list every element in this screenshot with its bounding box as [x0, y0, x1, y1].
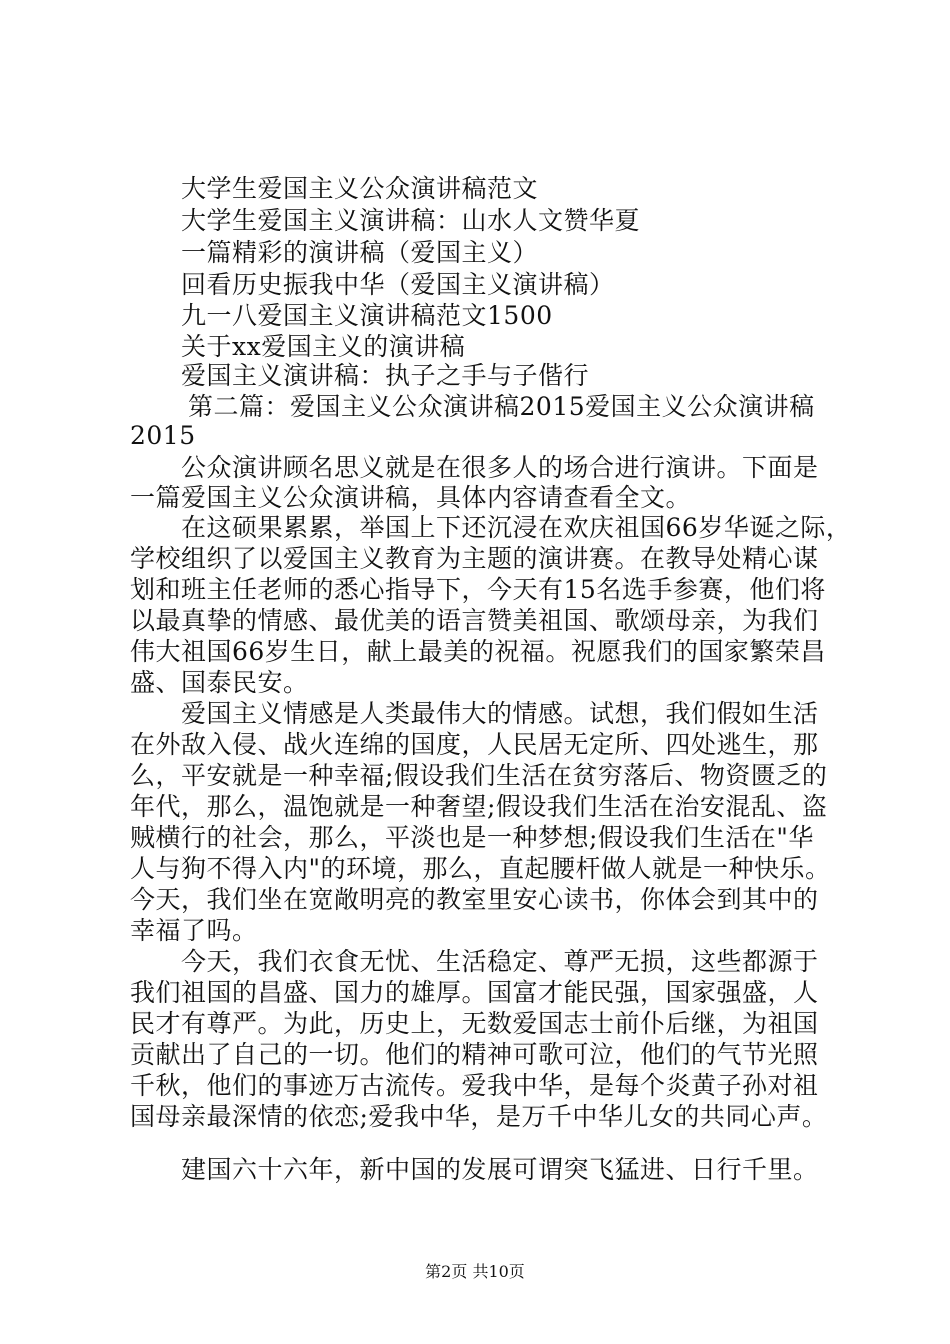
text-line: 爱国主义演讲稿：执子之手与子偕行	[181, 361, 590, 390]
paragraph-line: 建国六十六年，新中国的发展可谓突飞猛进、日行千里。	[181, 1155, 819, 1184]
text-line: 一篇精彩的演讲稿（爱国主义）	[181, 238, 539, 267]
paragraph-line: 国母亲最深情的依恋;爱我中华，是万千中华儿女的共同心声。	[130, 1102, 828, 1131]
paragraph-line: 在这硕果累累，举国上下还沉浸在欢庆祖国66岁华诞之际，	[181, 513, 852, 542]
paragraph-line: 划和班主任老师的悉心指导下，今天有15名选手参赛，他们将	[130, 575, 826, 604]
section-heading: 第二篇：爱国主义公众演讲稿2015爱国主义公众演讲稿	[188, 392, 815, 421]
paragraph-line: 我们祖国的昌盛、国力的雄厚。国富才能民强，国家强盛，人	[130, 978, 819, 1007]
paragraph-line: 公众演讲顾名思义就是在很多人的场合进行演讲。下面是	[181, 453, 819, 482]
text-line: 回看历史振我中华（爱国主义演讲稿）	[181, 270, 615, 299]
section-heading-cont: 2015	[130, 421, 196, 450]
paragraph-line: 么，平安就是一种幸福;假设我们生活在贫穷落后、物资匮乏的	[130, 761, 828, 790]
paragraph-line: 以最真挚的情感、最优美的语言赞美祖国、歌颂母亲，为我们	[130, 606, 819, 635]
paragraph-line: 人与狗不得入内"的环境，那么，直起腰杆做人就是一种快乐。	[130, 854, 831, 883]
paragraph-line: 今天，我们坐在宽敞明亮的教室里安心读书，你体会到其中的	[130, 885, 819, 914]
page-footer: 第2页 共10页	[425, 1262, 525, 1281]
text-line: 关于xx爱国主义的演讲稿	[181, 332, 466, 361]
paragraph-line: 年代，那么，温饱就是一种奢望;假设我们生活在治安混乱、盗	[130, 792, 828, 821]
paragraph-line: 一篇爱国主义公众演讲稿，具体内容请查看全文。	[130, 483, 692, 512]
paragraph-line: 盛、国泰民安。	[130, 668, 309, 697]
paragraph-line: 贼横行的社会，那么，平淡也是一种梦想;假设我们生活在"华	[130, 823, 814, 852]
text-line: 大学生爱国主义公众演讲稿范文	[181, 174, 539, 203]
text-line: 九一八爱国主义演讲稿范文1500	[181, 301, 553, 330]
paragraph-line: 伟大祖国66岁生日，献上最美的祝福。祝愿我们的国家繁荣昌	[130, 637, 826, 666]
paragraph-line: 今天，我们衣食无忧、生活稳定、尊严无损，这些都源于	[181, 947, 819, 976]
paragraph-line: 千秋，他们的事迹万古流传。爱我中华，是每个炎黄子孙对祖	[130, 1071, 819, 1100]
paragraph-line: 贡献出了自己的一切。他们的精神可歌可泣，他们的气节光照	[130, 1040, 819, 1069]
paragraph-line: 爱国主义情感是人类最伟大的情感。试想，我们假如生活	[181, 699, 819, 728]
paragraph-line: 在外敌入侵、战火连绵的国度，人民居无定所、四处逃生，那	[130, 730, 819, 759]
paragraph-line: 民才有尊严。为此，历史上，无数爱国志士前仆后继，为祖国	[130, 1009, 819, 1038]
paragraph-line: 学校组织了以爱国主义教育为主题的演讲赛。在教导处精心谋	[130, 544, 819, 573]
text-line: 大学生爱国主义演讲稿：山水人文赞华夏	[181, 206, 641, 235]
paragraph-line: 幸福了吗。	[130, 916, 258, 945]
